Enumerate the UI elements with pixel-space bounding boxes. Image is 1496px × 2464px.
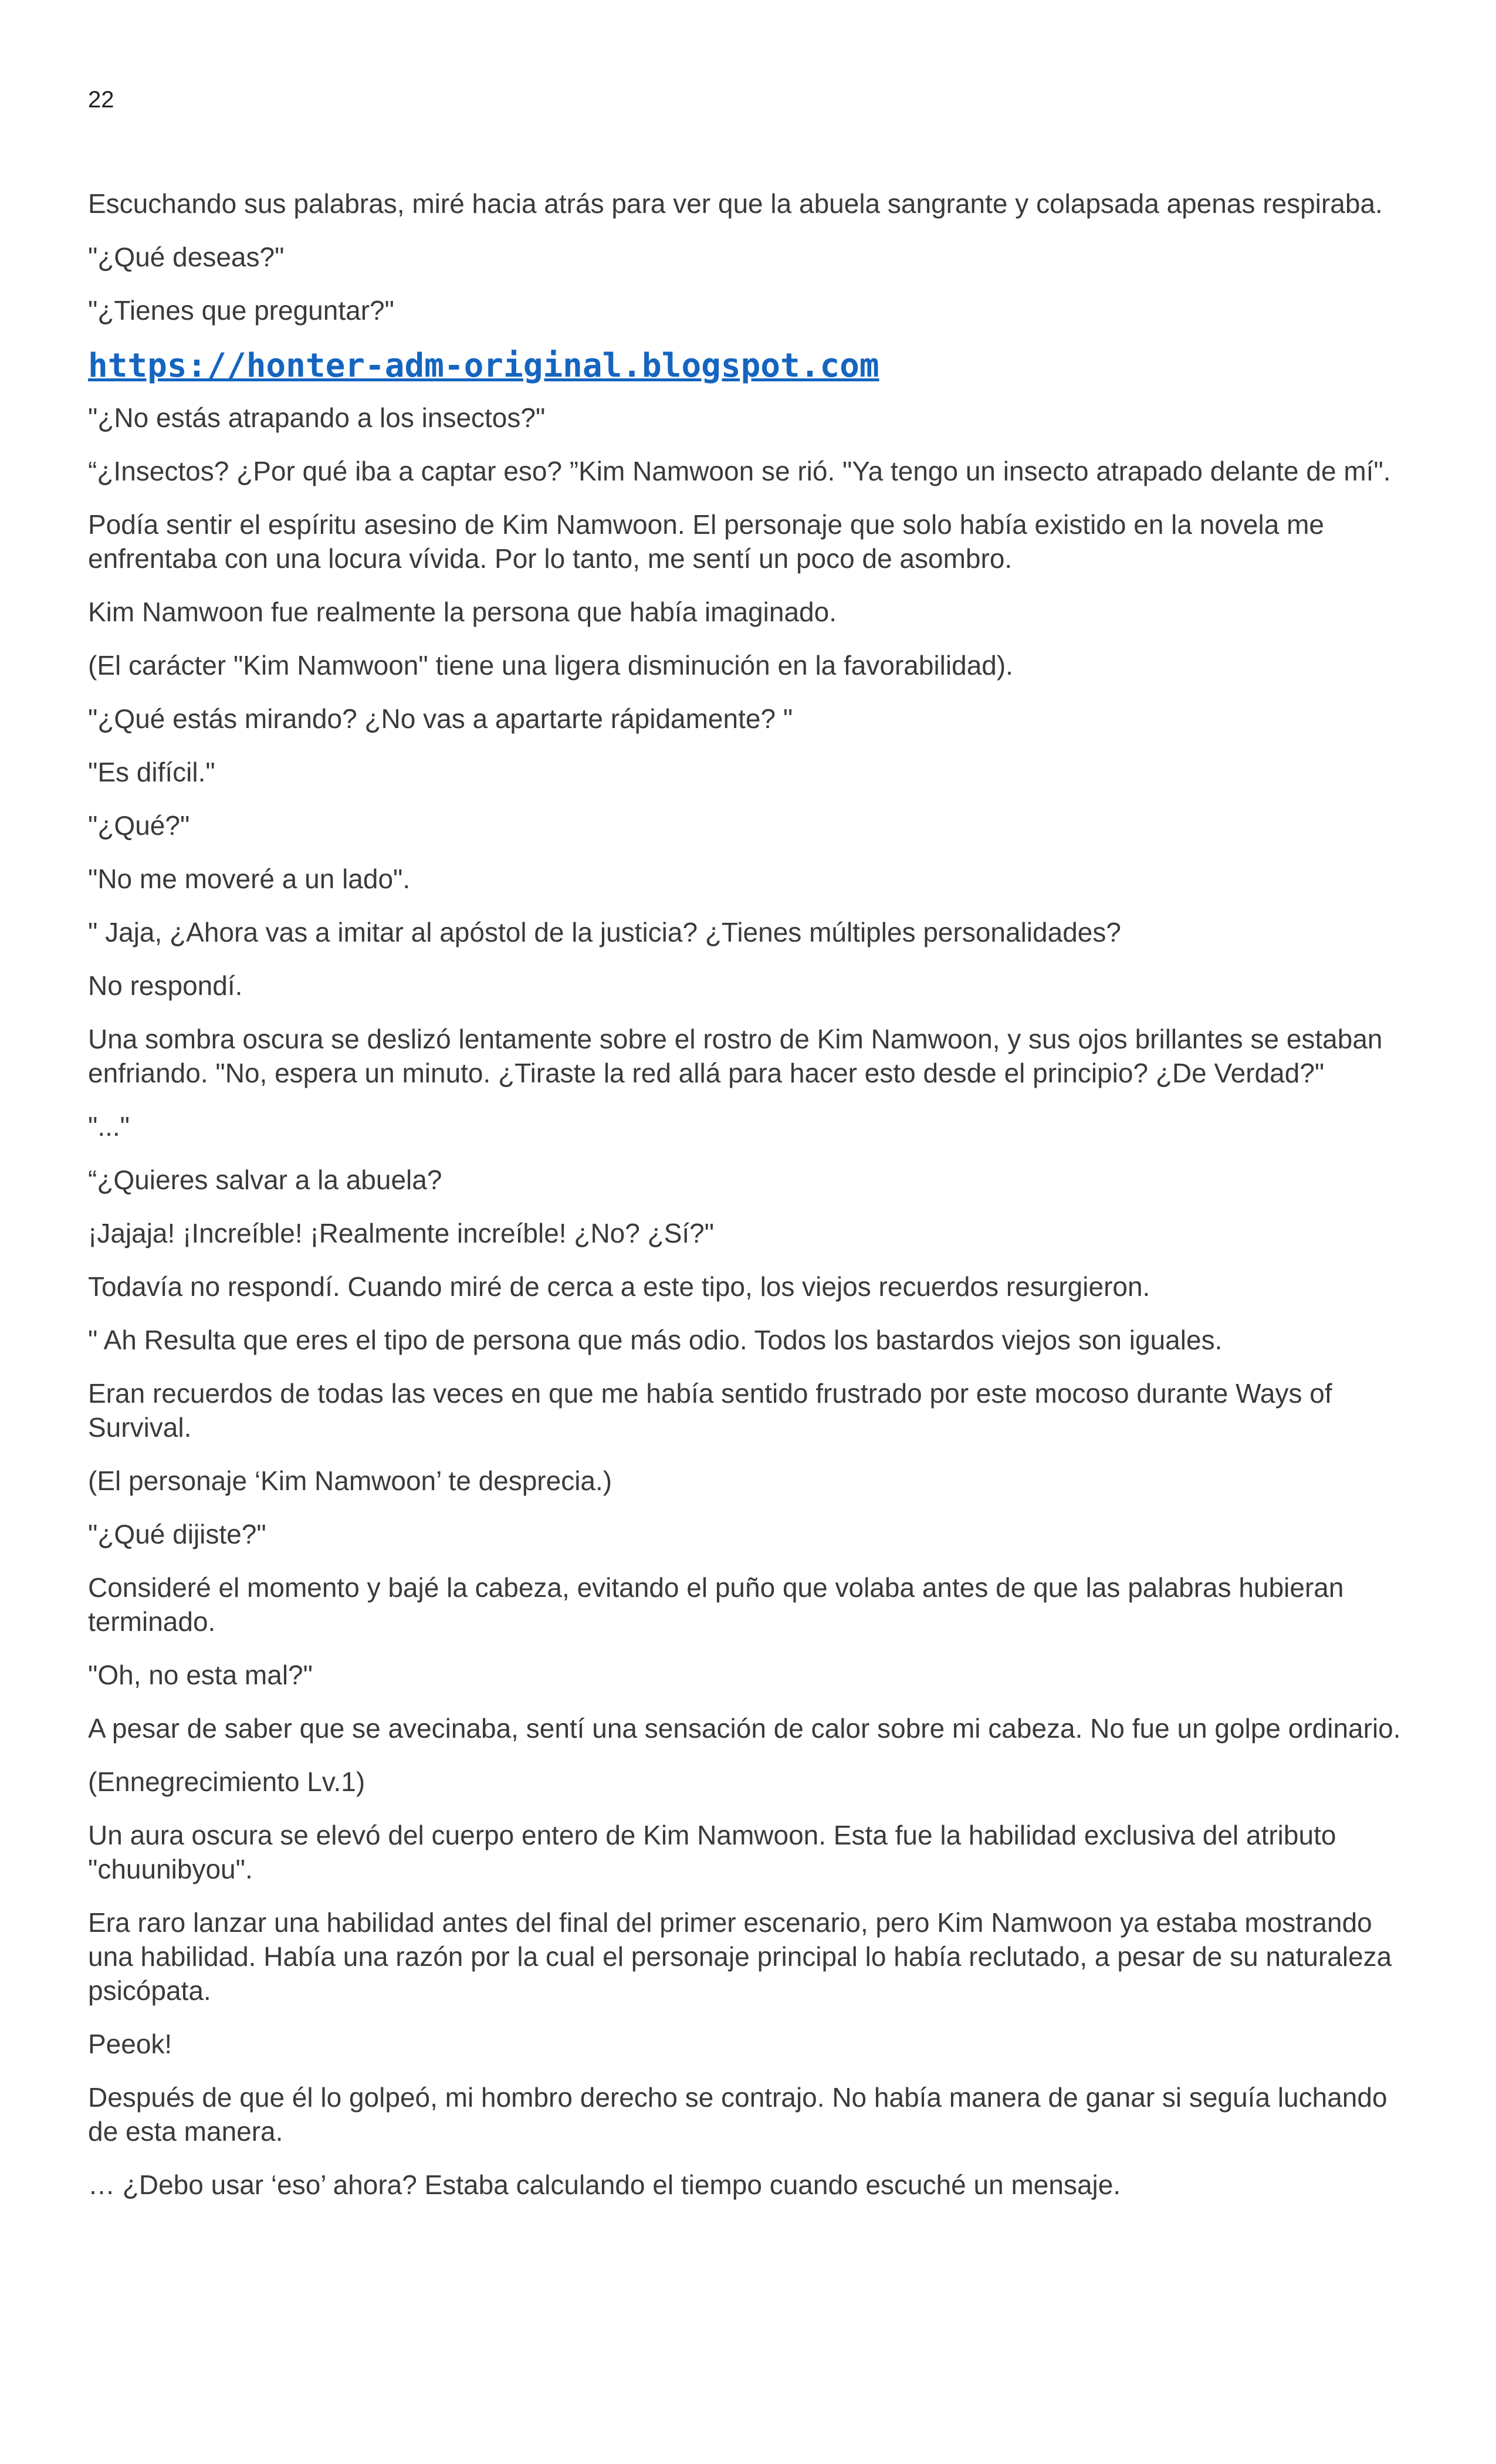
blog-link[interactable]: https://honter-adm-original.blogspot.com [88, 347, 879, 385]
paragraph: Después de que él lo golpeó, mi hombro derecho se contrajo. No había manera de ganar si seguía luchando de esta manera. [88, 2082, 1387, 2147]
paragraph: "..." [88, 1111, 130, 1142]
paragraph: "¿Qué dijiste?" [88, 1519, 266, 1549]
paragraph: "¿No estás atrapando a los insectos?" [88, 402, 546, 433]
paragraph: Escuchando sus palabras, miré hacia atrás para ver que la abuela sangrante y colapsada apenas respiraba. [88, 188, 1383, 219]
paragraph: "¿Tienes que preguntar?" [88, 295, 394, 326]
paragraph: "¿Qué?" [88, 810, 190, 841]
paragraph: ¡Jajaja! ¡Increíble! ¡Realmente increíble! ¿No? ¿Sí?" [88, 1218, 715, 1248]
paragraph: " Jaja, ¿Ahora vas a imitar al apóstol de la justicia? ¿Tienes múltiples personalidades? [88, 917, 1121, 947]
paragraph: No respondí. [88, 970, 243, 1001]
paragraph: " Ah Resulta que eres el tipo de persona que más odio. Todos los bastardos viejos son iguales. [88, 1325, 1223, 1355]
paragraph: "No me moveré a un lado". [88, 864, 411, 894]
paragraph: (El personaje ‘Kim Namwoon’ te desprecia.) [88, 1465, 612, 1496]
paragraph: Peeok! [88, 2029, 172, 2059]
paragraph: Kim Namwoon fue realmente la persona que había imaginado. [88, 597, 837, 627]
paragraph: … ¿Debo usar ‘eso’ ahora? Estaba calculando el tiempo cuando escuché un mensaje. [88, 2169, 1121, 2200]
paragraph: A pesar de saber que se avecinaba, sentí una sensación de calor sobre mi cabeza. No fue un golpe ordinario. [88, 1713, 1401, 1744]
paragraph: Una sombra oscura se deslizó lentamente sobre el rostro de Kim Namwoon, y sus ojos brillantes se estaban enfriando. "No, espera un minuto. ¿Tiraste la red allá para hacer esto desde el principio? ¿De Verdad?" [88, 1024, 1383, 1088]
page-number: 22 [88, 87, 114, 113]
paragraph: Un aura oscura se elevó del cuerpo entero de Kim Namwoon. Esta fue la habilidad exclusiva del atributo "chuunibyou". [88, 1820, 1336, 1884]
paragraph: "Oh, no esta mal?" [88, 1660, 313, 1690]
paragraph: Podía sentir el espíritu asesino de Kim Namwoon. El personaje que solo había existido en la novela me enfrentaba con una locura vívida. Por lo tanto, me sentí un poco de asombro. [88, 509, 1324, 574]
paragraph: "¿Qué deseas?" [88, 242, 285, 272]
paragraph: Eran recuerdos de todas las veces en que me había sentido frustrado por este mocoso durante Ways of Survival. [88, 1378, 1332, 1443]
paragraphs-after-link [88, 401, 1414, 2202]
paragraphs-before-link [88, 187, 1414, 327]
page-body [88, 187, 1414, 2221]
paragraph: "¿Qué estás mirando? ¿No vas a apartarte rápidamente? " [88, 703, 793, 734]
paragraph: (Ennegrecimiento Lv.1) [88, 1766, 365, 1797]
paragraph: Consideré el momento y bajé la cabeza, evitando el puño que volaba antes de que las palabras hubieran terminado. [88, 1572, 1344, 1637]
paragraph: “¿Quieres salvar a la abuela? [88, 1165, 442, 1195]
paragraph: Era raro lanzar una habilidad antes del final del primer escenario, pero Kim Namwoon ya estaba mostrando una habilidad. Había una razón por la cual el personaje principal lo había reclutado, a pesar de su naturaleza psicópata. [88, 1907, 1392, 2006]
paragraph: (El carácter "Kim Namwoon" tiene una ligera disminución en la favorabilidad). [88, 650, 1013, 681]
paragraph: Todavía no respondí. Cuando miré de cerca a este tipo, los viejos recuerdos resurgieron. [88, 1271, 1150, 1302]
paragraph: “¿Insectos? ¿Por qué iba a captar eso? ”Kim Namwoon se rió. "Ya tengo un insecto atrapado delante de mí". [88, 456, 1391, 486]
paragraph: "Es difícil." [88, 757, 215, 787]
